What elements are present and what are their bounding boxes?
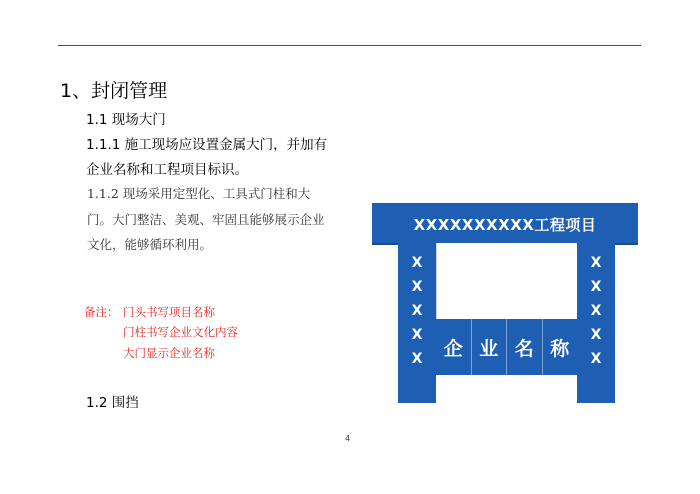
gate-pillar-left xyxy=(398,243,436,403)
page-number: 4 xyxy=(345,434,351,443)
header-rule xyxy=(58,45,641,46)
note-line: 大门显示企业名称 xyxy=(123,346,215,360)
paragraph-line: 文化，能够循环利用。 xyxy=(87,237,213,252)
pillar-mark: X xyxy=(590,327,602,343)
gate-panel: 业 xyxy=(471,319,507,375)
subsection-heading: 1.1 现场大门 xyxy=(86,112,166,128)
pillar-mark: X xyxy=(590,255,602,271)
paragraph-line: 1.1.1 施工现场应设置金属大门，并加有 xyxy=(86,137,328,153)
gate-panels xyxy=(436,319,577,375)
paragraph-line: 企业名称和工程项目标识。 xyxy=(86,162,248,178)
pillar-mark: X xyxy=(411,279,423,295)
pillar-mark: X xyxy=(411,303,423,319)
gate-panel: 称 xyxy=(542,319,578,375)
gate-header-band xyxy=(372,203,638,243)
subsection-heading: 1.2 围挡 xyxy=(86,395,139,411)
gate-pillar-right xyxy=(577,243,615,403)
note-line: 门柱书写企业文化内容 xyxy=(123,325,238,339)
pillar-mark: X xyxy=(411,351,423,367)
pillar-mark: X xyxy=(411,255,423,271)
gate-header-text: XXXXXXXXXX工程项目 xyxy=(413,216,597,234)
pillar-mark: X xyxy=(590,351,602,367)
paragraph-line: 1.1.2 现场采用定型化、工具式门柱和大 xyxy=(87,186,311,201)
section-heading: 1、封闭管理 xyxy=(60,80,168,102)
pillar-mark: X xyxy=(590,279,602,295)
gate-opening xyxy=(436,243,579,319)
note-label: 备注： xyxy=(84,305,119,319)
paragraph-line: 门。大门整洁、美观、牢固且能够展示企业 xyxy=(87,212,325,227)
pillar-mark: X xyxy=(590,303,602,319)
gate-illustration xyxy=(372,200,638,405)
pillar-mark: X xyxy=(411,327,423,343)
note-line: 门头书写项目名称 xyxy=(123,305,215,319)
gate-panel: 名 xyxy=(506,319,542,375)
gate-panel: 企 xyxy=(436,319,471,375)
